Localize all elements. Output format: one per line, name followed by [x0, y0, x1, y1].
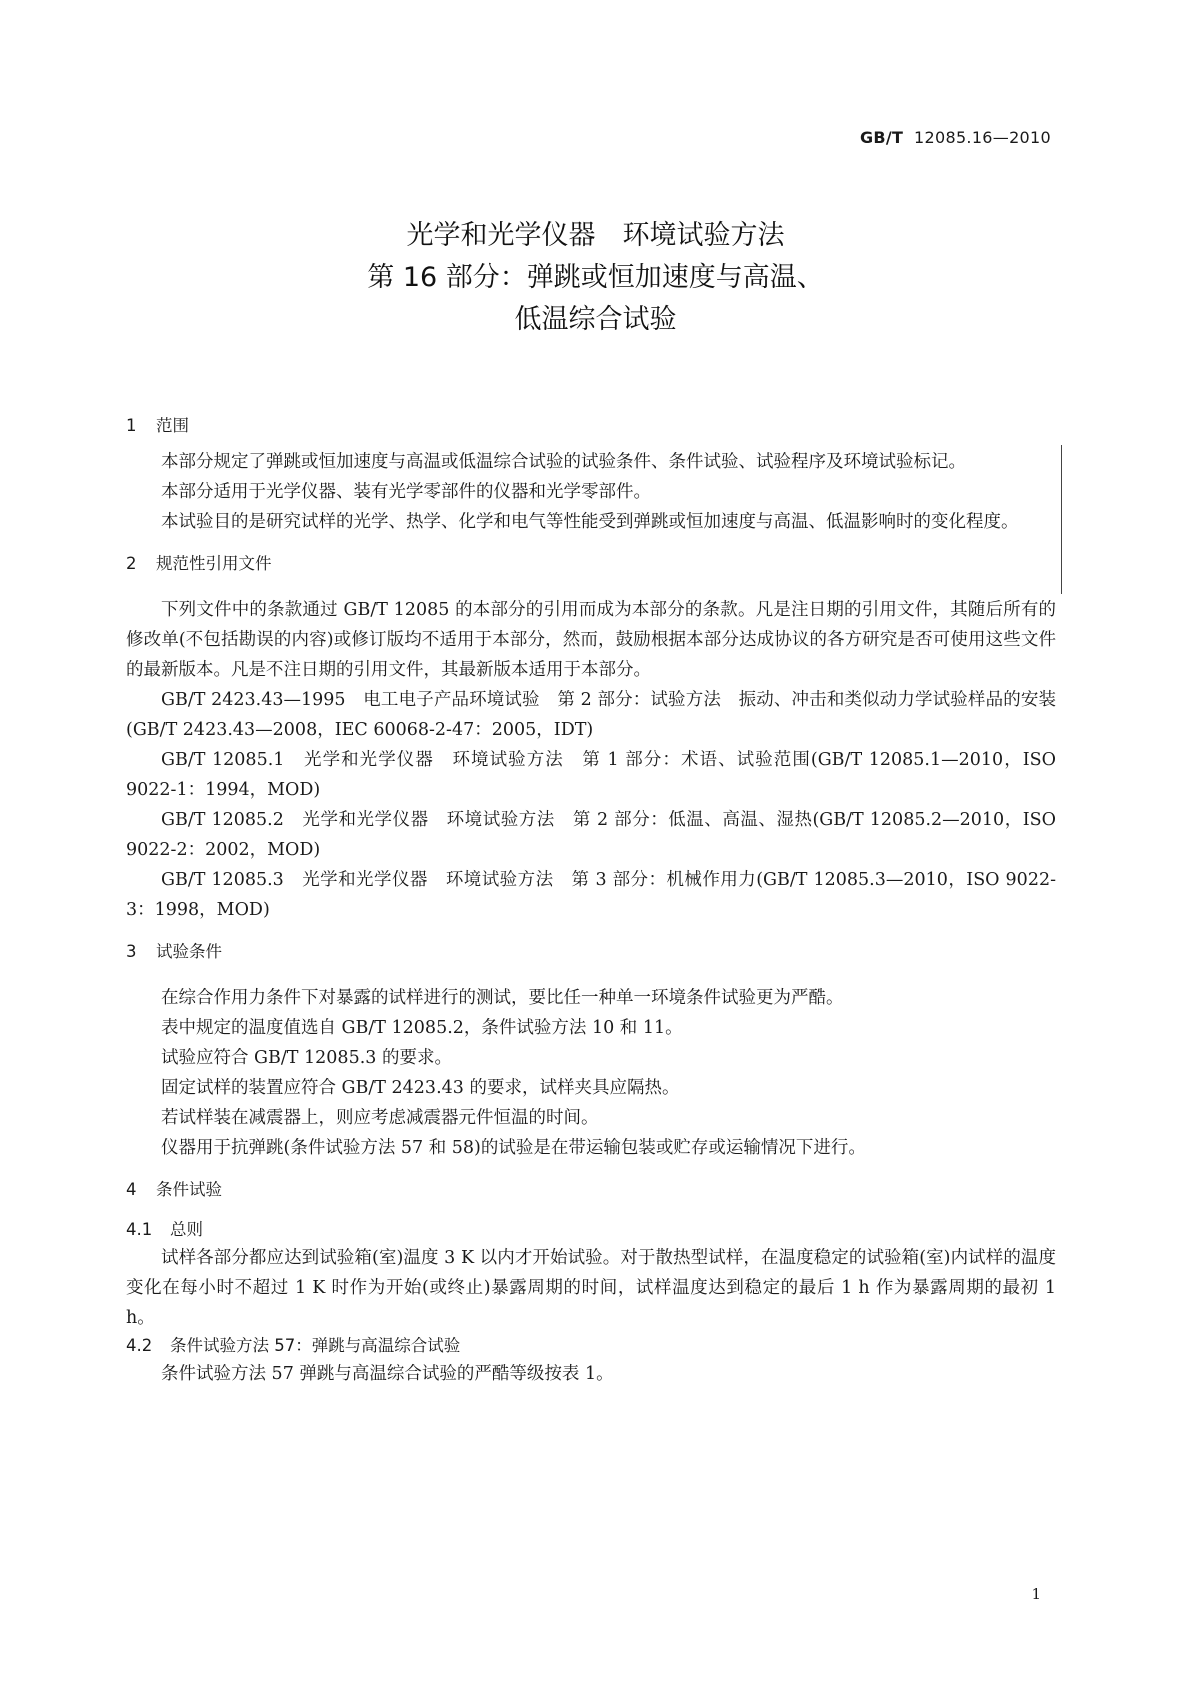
reference-2: GB/T 12085.1 光学和光学仪器 环境试验方法 第 1 部分：术语、试验范围(GB/T 12085.1—2010，ISO 9022-1：1994，MOD): [126, 750, 1056, 800]
reference-4: GB/T 12085.3 光学和光学仪器 环境试验方法 第 3 部分：机械作用力(GB/T 12085.3—2010，ISO 9022-3：1998，MOD): [126, 870, 1056, 920]
section-3-paragraph-4: 固定试样的装置应符合 GB/T 2423.43 的要求，试样夹具应隔热。: [161, 1078, 680, 1098]
section-1-paragraph-3: 本试验目的是研究试样的光学、热学、化学和电气等性能受到弹跳或恒加速度与高温、低温影响时的变化程度。: [161, 512, 1019, 532]
subsection-4-2-number: 4.2: [126, 1336, 153, 1355]
page-number: 1: [1031, 1585, 1041, 1603]
section-1-title: 范围: [156, 416, 189, 435]
document-body: [126, 413, 1056, 1389]
reference-3: GB/T 12085.2 光学和光学仪器 环境试验方法 第 2 部分：低温、高温、湿热(GB/T 12085.2—2010，ISO 9022-2：2002，MOD): [126, 810, 1056, 860]
section-2-paragraph-1: 下列文件中的条款通过 GB/T 12085 的本部分的引用而成为本部分的条款。凡是注日期的引用文件，其随后所有的修改单(不包括勘误的内容)或修订版均不适用于本部分，然而，鼓励根据本部分达成协议的各方研究是否可使用这些文件的最新版本。凡是不注日期的引用文件，其最新版本适用于本部分。: [126, 600, 1056, 680]
section-3-title: 试验条件: [156, 942, 222, 961]
subsection-4-1-heading: [126, 1217, 1056, 1243]
subsection-4-1-number: 4.1: [126, 1220, 153, 1239]
section-4-number: 4: [126, 1180, 137, 1199]
subsection-4-2-title: 条件试验方法 57：弹跳与高温综合试验: [170, 1336, 461, 1355]
section-1-paragraph-2: 本部分适用于光学仪器、装有光学零部件的仪器和光学零部件。: [161, 482, 651, 502]
subsection-4-1-paragraph: 试样各部分都应达到试验箱(室)温度 3 K 以内才开始试验。对于散热型试样，在温度稳定的试验箱(室)内试样的温度变化在每小时不超过 1 K 时作为开始(或终止)暴露周期的时间，试样温度达到稳定的最后 1 h 作为暴露周期的最初 1 h。: [126, 1248, 1056, 1328]
section-3-paragraph-1: 在综合作用力条件下对暴露的试样进行的测试，要比任一种单一环境条件试验更为严酷。: [161, 988, 844, 1008]
section-1-paragraph-1: 本部分规定了弹跳或恒加速度与高温或低温综合试验的试验条件、条件试验、试验程序及环境试验标记。: [161, 452, 966, 472]
section-3-heading: [126, 939, 1056, 965]
section-2-heading: [126, 551, 1056, 577]
section-3-number: 3: [126, 942, 137, 961]
section-3-paragraph-3: 试验应符合 GB/T 12085.3 的要求。: [161, 1048, 452, 1068]
title-line-2: 第 16 部分：弹跳或恒加速度与高温、: [367, 262, 824, 293]
section-4-heading: [126, 1177, 1056, 1203]
section-2-title: 规范性引用文件: [156, 554, 272, 573]
section-3-paragraph-5: 若试样装在减震器上，则应考虑减震器元件恒温的时间。: [161, 1108, 599, 1128]
reference-1: GB/T 2423.43—1995 电工电子产品环境试验 第 2 部分：试验方法 振动、冲击和类似动力学试验样品的安装(GB/T 2423.43—2008，IEC 60068-2-47：2005，IDT): [126, 690, 1056, 740]
title-line-1: 光学和光学仪器 环境试验方法: [406, 220, 785, 251]
section-3-paragraph-2: 表中规定的温度值选自 GB/T 12085.2，条件试验方法 10 和 11。: [161, 1018, 683, 1038]
section-3-paragraph-6: 仪器用于抗弹跳(条件试验方法 57 和 58)的试验是在带运输包装或贮存或运输情况下进行。: [161, 1138, 866, 1158]
standard-code: [860, 128, 1051, 147]
subsection-4-1-title: 总则: [170, 1220, 203, 1239]
change-bar: [1061, 445, 1062, 594]
section-4-title: 条件试验: [156, 1180, 222, 1199]
section-2-number: 2: [126, 554, 137, 573]
title-line-3: 低温综合试验: [514, 304, 677, 335]
subsection-4-2-paragraph: 条件试验方法 57 弹跳与高温综合试验的严酷等级按表 1。: [161, 1364, 614, 1384]
standard-number: 12085.16—2010: [914, 128, 1051, 147]
subsection-4-2-heading: [126, 1333, 1056, 1359]
section-1-heading: [126, 413, 1056, 439]
section-1-number: 1: [126, 416, 137, 435]
standard-prefix: GB/T: [859, 128, 904, 147]
document-title: [0, 215, 1191, 341]
